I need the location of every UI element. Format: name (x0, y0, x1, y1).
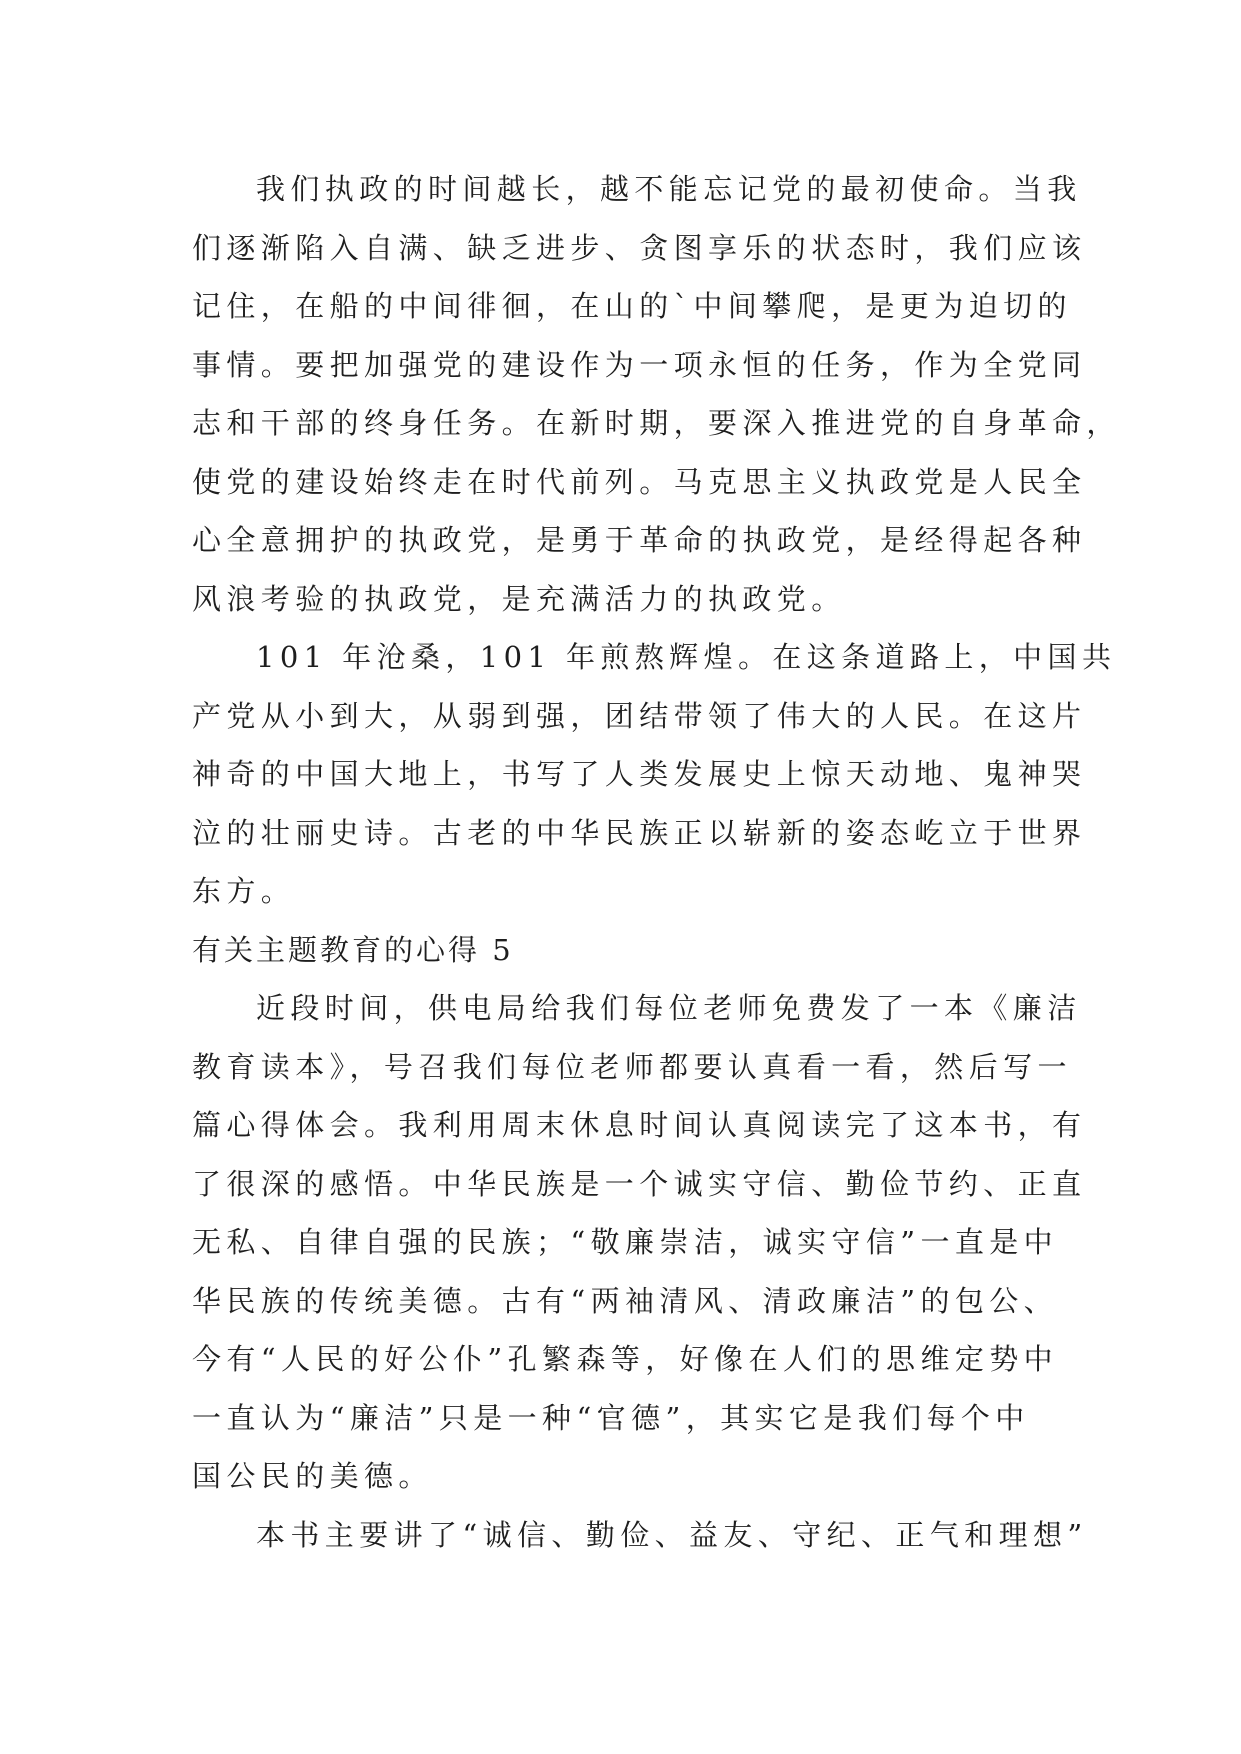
text-line: 一直认为“廉洁”只是一种“官德”，其实它是我们每个中 (192, 1400, 1030, 1435)
text-line: 教育读本》，号召我们每位老师都要认真看一看，然后写一 (192, 1049, 1072, 1084)
text-line: 使党的建设始终走在时代前列。马克思主义执政党是人民全 (192, 464, 1087, 499)
text-line: 101 年沧桑，101 年煎熬辉煌。在这条道路上，中国共 (256, 640, 1117, 674)
text-line: 今有“人民的好公仆”孔繁森等，好像在人们的思维定势中 (192, 1342, 1059, 1376)
text-line: 风浪考验的执政党，是充满活力的执政党。 (192, 581, 846, 616)
text-line: 华民族的传统美德。古有“两袖清风、清政廉洁”的包公、 (192, 1283, 1059, 1318)
section-heading (192, 921, 1052, 980)
text-line: 心全意拥护的执政党，是勇于革命的执政党，是经得起各种 (192, 523, 1087, 557)
text-line: 东方。 (192, 874, 296, 908)
paragraph-party-mission (192, 160, 1121, 628)
text-line: 记住，在船的中间徘徊，在山的`中间攀爬，是更为迫切的 (192, 289, 1072, 323)
text-line: 国公民的美德。 (192, 1459, 433, 1493)
text-line: 篇心得体会。我利用周末休息时间认真阅读完了这本书，有 (192, 1108, 1087, 1142)
text-line: 了很深的感悟。中华民族是一个诚实守信、勤俭节约、正直 (192, 1166, 1087, 1201)
text-line: 近段时间，供电局给我们每位老师免费发了一本《廉洁 (256, 991, 1082, 1025)
text-line: 们逐渐陷入自满、缺乏进步、贪图享乐的状态时，我们应该 (192, 230, 1087, 265)
text-line: 产党从小到大，从弱到强，团结带领了伟大的人民。在这片 (192, 698, 1087, 733)
section-heading-text: 有关主题教育的心得 5 (192, 932, 514, 967)
text-line: 志和干部的终身任务。在新时期，要深入推进党的自身革命， (192, 406, 1121, 440)
text-line: 本书主要讲了“诚信、勤俭、益友、守纪、正气和理想” (256, 1517, 1088, 1552)
paragraph-book-topics (192, 1506, 1088, 1565)
text-line: 我们执政的时间越长，越不能忘记党的最初使命。当我 (256, 172, 1082, 206)
text-line: 无私、自律自强的民族；“敬廉崇洁，诚实守信”一直是中 (192, 1225, 1059, 1259)
text-line: 神奇的中国大地上，书写了人类发展史上惊天动地、鬼神哭 (192, 757, 1087, 791)
paragraph-integrity-reader (192, 979, 1087, 1506)
paragraph-101-years (192, 628, 1117, 921)
text-line: 事情。要把加强党的建设作为一项永恒的任务，作为全党同 (192, 347, 1087, 382)
document-body (192, 160, 1121, 1564)
text-line: 泣的壮丽史诗。古老的中华民族正以崭新的姿态屹立于世界 (192, 815, 1087, 850)
